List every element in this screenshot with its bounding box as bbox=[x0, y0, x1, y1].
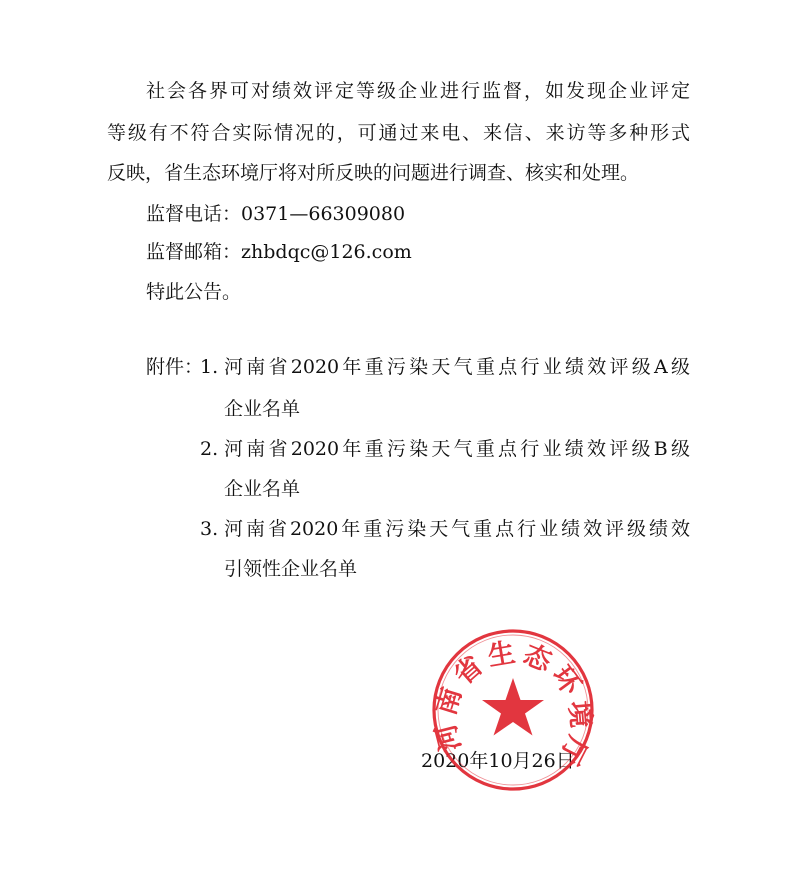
attachment-1-title-line-2: 企业名单 bbox=[224, 398, 301, 420]
attachments-label: 附件： bbox=[146, 356, 204, 378]
supervision-email: 监督邮箱：zhbdqc@126.com bbox=[146, 241, 412, 263]
attachment-3-title-line-2: 引领性企业名单 bbox=[224, 558, 358, 580]
seal-star-icon bbox=[482, 678, 544, 736]
attachment-2-title-line-2: 企业名单 bbox=[224, 478, 301, 500]
supervision-phone: 监督电话：0371—66309080 bbox=[146, 203, 406, 225]
closing-remark: 特此公告。 bbox=[146, 281, 242, 303]
attachment-2-number: 2. bbox=[200, 438, 219, 460]
attachment-3-number: 3. bbox=[200, 518, 219, 540]
official-seal bbox=[430, 627, 596, 793]
issue-date: 2020年10月26日 bbox=[421, 750, 575, 772]
attachment-1-number: 1. bbox=[200, 356, 219, 378]
paragraph-supervision-line-2: 等级有不符合实际情况的，可通过来电、来信、来访等多种形式 bbox=[107, 122, 690, 144]
paragraph-supervision-line-1: 社会各界可对绩效评定等级企业进行监督，如发现企业评定 bbox=[146, 80, 690, 102]
paragraph-supervision-line-3: 反映，省生态环境厅将对所反映的问题进行调查、核实和处理。 bbox=[107, 162, 640, 184]
attachment-1-title-line-1: 河南省2020年重污染天气重点行业绩效评级A级 bbox=[224, 356, 690, 378]
attachment-2-title-line-1: 河南省2020年重污染天气重点行业绩效评级B级 bbox=[224, 438, 690, 460]
seal-text: 河南省生态环境厅 bbox=[430, 637, 596, 771]
attachment-3-title-line-1: 河南省2020年重污染天气重点行业绩效评级绩效 bbox=[224, 518, 690, 540]
